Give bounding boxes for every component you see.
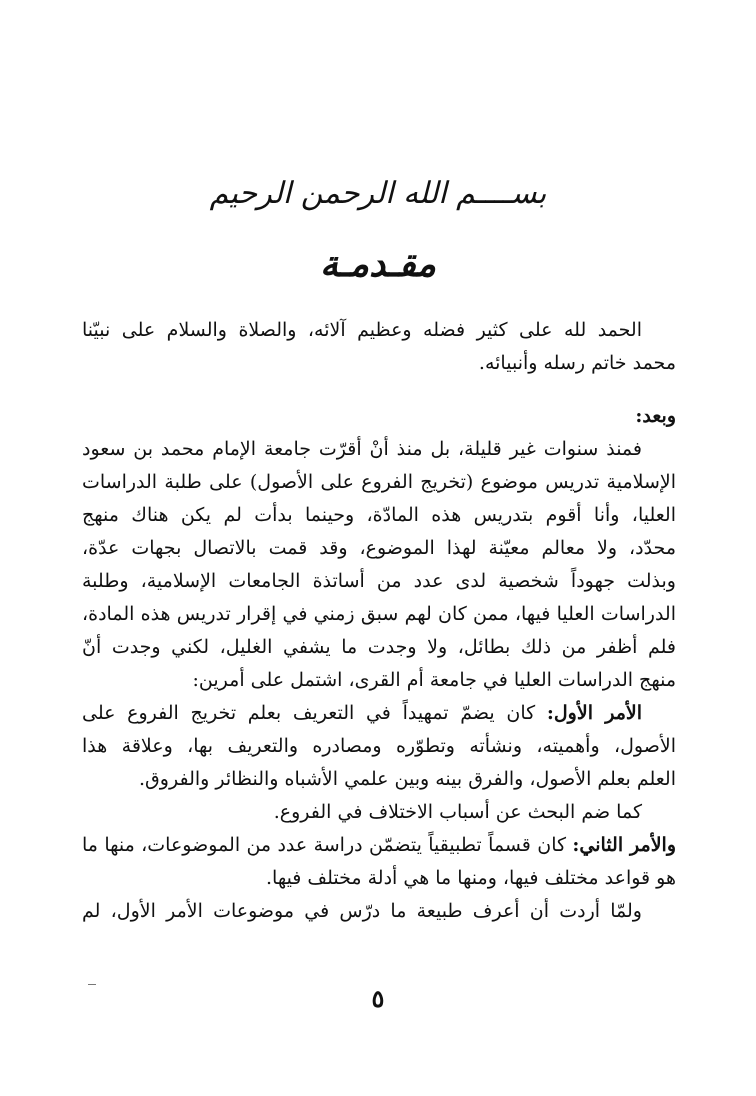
first-matter-label: الأمر الأول: xyxy=(546,702,643,724)
second-matter-label: والأمر الثاني: xyxy=(572,834,676,856)
text-line: كما ضم البحث عن أسباب الاختلاف في الفروع. xyxy=(273,801,642,823)
second-matter-text: كان قسماً تطبيقياً يتضمّن دراسة عدد من الموضوعات، منها ما xyxy=(82,834,573,856)
text-line: الأصول، وأهميته، ونشأته وتطوّره ومصادره والتعريف بها، وعلاقة هذا xyxy=(82,735,676,757)
text-line: محدّد، ولا معالم معيّنة لهذا الموضوع، وقد قمت بالاتصال بجهات عدّة، xyxy=(82,537,676,559)
text-line: فمنذ سنوات غير قليلة، بل منذ أنْ أقرّت جامعة الإمام محمد بن سعود xyxy=(82,438,642,460)
text-line: محمد خاتم رسله وأنبيائه. xyxy=(478,352,676,374)
intro-paragraph xyxy=(82,314,676,380)
first-matter-line xyxy=(82,697,676,730)
main-section xyxy=(82,400,676,928)
text-line: وبذلت جهوداً شخصية لدى عدد من أساتذة الجامعات الإسلامية، وطلبة xyxy=(82,570,676,592)
second-matter-line xyxy=(82,829,676,862)
text-line: منهج الدراسات العليا في جامعة أم القرى، اشتمل على أمرين: xyxy=(192,669,676,691)
text-line: ولمّا أردت أن أعرف طبيعة ما درّس في موضوعات الأمر الأول، لم xyxy=(82,900,642,922)
text-line: العلم بعلم الأصول، والفرق بينه وبين علمي الأشباه والنظائر والفروق. xyxy=(139,768,676,790)
basmala-heading: بســــم الله الرحمن الرحيم xyxy=(209,176,547,211)
page-number: ٥ xyxy=(371,984,385,1013)
first-matter-text: كان يضمّ تمهيداً في التعريف بعلم تخريج الفروع على xyxy=(82,702,547,724)
text-line: الإسلامية تدريس موضوع (تخريج الفروع على الأصول) على طلبة الدراسات xyxy=(82,471,676,493)
section-heading: وبعد: xyxy=(635,405,676,427)
text-line: هو قواعد مختلف فيها، ومنها ما هي أدلة مختلف فيها. xyxy=(265,867,676,889)
text-line: الدراسات العليا فيها، ممن كان لهم سبق زمني في إقرار تدريس هذه المادة، xyxy=(82,603,676,625)
text-line: العليا، وأنا أقوم بتدريس هذه المادّة، وحينما بدأت لم يكن هناك منهج xyxy=(82,504,676,526)
text-line: فلم أظفر من ذلك بطائل، ولا وجدت ما يشفي الغليل، لكني وجدت أنّ xyxy=(82,636,676,658)
text-line: الحمد لله على كثير فضله وعظيم آلائه، والصلاة والسلام على نبيّنا xyxy=(82,319,642,341)
page-title: مقـدمـة xyxy=(319,243,437,285)
